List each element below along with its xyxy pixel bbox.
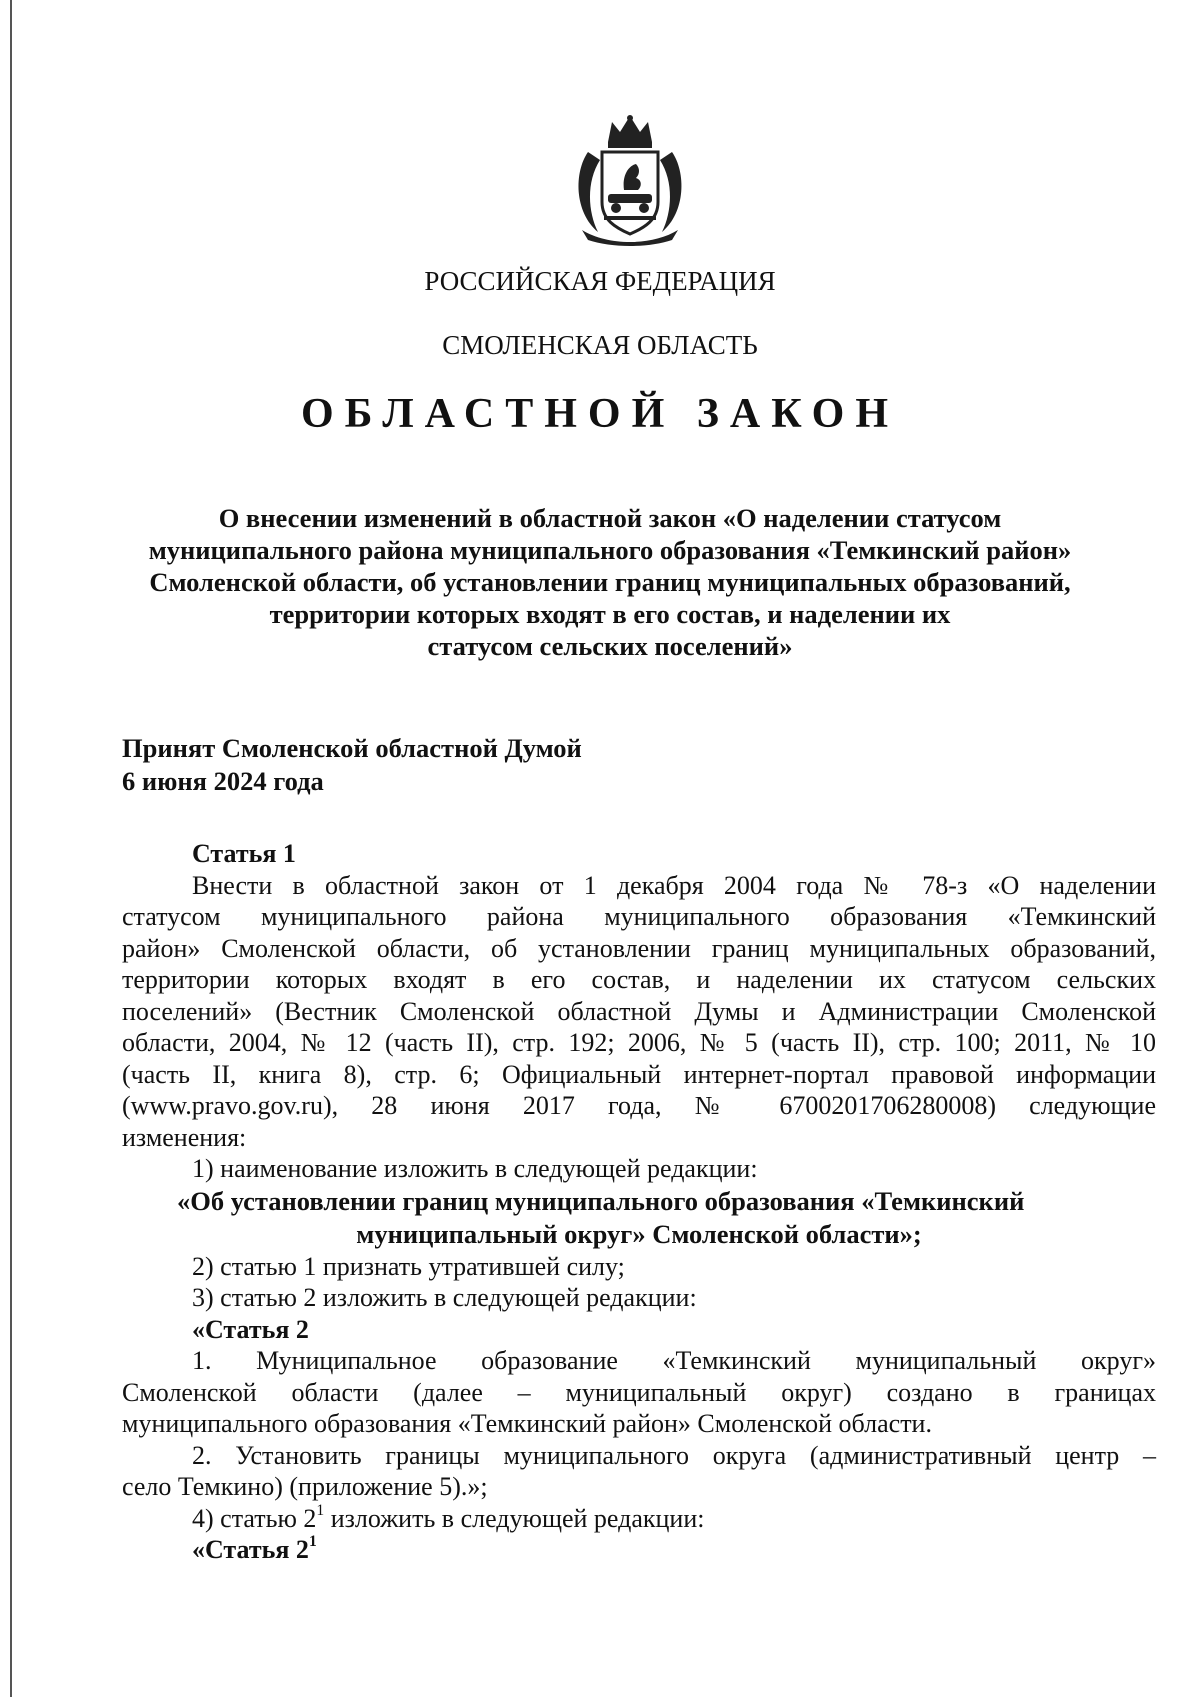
item-4-text: 4) статью 2	[192, 1503, 317, 1533]
body-line: изменения:	[122, 1122, 247, 1152]
body-line: (часть II, книга 8), стр. 6; Официальный интернет-портал правовой информации	[122, 1059, 1156, 1089]
title-line: Смоленской области, об установлении границ муниципальных образований,	[149, 567, 1071, 597]
paragraph-2-line: село Темкино) (приложение 5).»;	[122, 1472, 488, 1501]
coat-of-arms-emblem	[568, 112, 692, 246]
quoted-title-line: муниципальный округ» Смоленской области»;	[356, 1218, 922, 1249]
body-line: район» Смоленской области, об установлении границ муниципальных образований,	[122, 933, 1156, 963]
country-header: РОССИЙСКАЯ ФЕДЕРАЦИЯ	[424, 266, 776, 296]
adopted-by: Принят Смоленской областной Думой	[122, 733, 582, 763]
item-4-superscript: 1	[316, 1501, 325, 1519]
body-line: поселений» (Вестник Смоленской областной Думы и Администрации Смоленской	[122, 996, 1156, 1026]
scan-left-edge	[10, 0, 12, 1697]
paragraph-1-line: 1. Муниципальное образование «Темкинский муниципальный округ»	[192, 1346, 1156, 1375]
item-1: 1) наименование изложить в следующей редакции:	[192, 1154, 758, 1183]
body-line: Внести в областной закон от 1 декабря 2004 года № 78-з «О наделении	[192, 870, 1156, 900]
document-type-title: ОБЛАСТНОЙ ЗАКОН	[300, 391, 900, 437]
paragraph-1-line: Смоленской области (далее – муниципальный округ) создано в границах	[122, 1377, 1156, 1407]
law-body	[122, 838, 1156, 1566]
title-line: статусом сельских поселений»	[427, 631, 793, 661]
title-line: территории которых входят в его состав, и наделении их	[269, 599, 951, 629]
paragraph-1-line: муниципального образования «Темкинский район» Смоленской области.	[122, 1409, 932, 1438]
adoption-date: 6 июня 2024 года	[122, 766, 324, 796]
title-line: О внесении изменений в областной закон «О наделении статусом	[218, 503, 1002, 533]
law-title	[110, 502, 1110, 662]
article-2-heading: «Статья 2	[192, 1314, 309, 1344]
adoption-info	[122, 732, 582, 798]
body-line: области, 2004, № 12 (часть II), стр. 192; 2006, № 5 (часть II), стр. 100; 2011, № 10	[122, 1028, 1156, 1057]
article-2-1-superscript: 1	[308, 1533, 317, 1551]
body-line: (www.pravo.gov.ru), 28 июня 2017 года, № 6700201706280008) следующие	[122, 1091, 1156, 1120]
item-2: 2) статью 1 признать утратившей силу;	[192, 1251, 625, 1281]
article-2-1-heading	[122, 1534, 1156, 1566]
item-4-text-end: изложить в следующей редакции:	[324, 1503, 705, 1533]
body-line: территории которых входят в его состав, и наделении их статусом сельских	[122, 965, 1156, 994]
paragraph-2-line: 2. Установить границы муниципального округа (административный центр –	[192, 1440, 1156, 1470]
quoted-title-line: «Об установлении границ муниципального образования «Темкинский	[177, 1185, 1025, 1216]
item-4	[122, 1503, 1156, 1535]
title-line: муниципального района муниципального образования «Темкинский район»	[148, 535, 1072, 565]
body-line: статусом муниципального района муниципального образования «Темкинский	[122, 902, 1156, 931]
article-1-heading: Статья 1	[192, 839, 296, 868]
region-header: СМОЛЕНСКАЯ ОБЛАСТЬ	[442, 330, 758, 360]
item-3: 3) статью 2 изложить в следующей редакции:	[192, 1283, 697, 1312]
article-2-1-heading-text: «Статья 2	[192, 1535, 309, 1564]
